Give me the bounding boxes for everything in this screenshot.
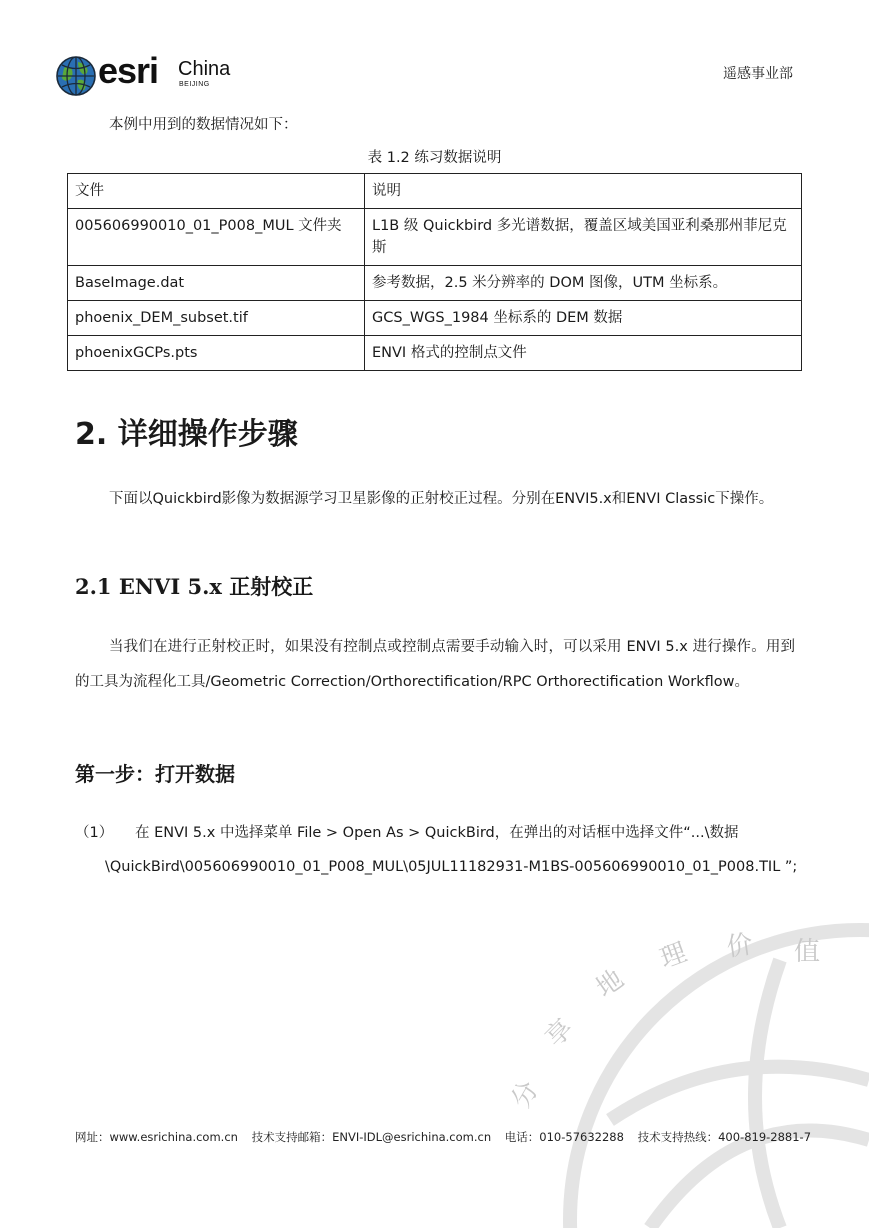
list-item-path: \QuickBird\005606990010_01_P008_MUL\05JUL11182931-M1BS-005606990010_01_P008.TIL ”; [105, 859, 798, 875]
table-cell-file: phoenix_DEM_subset.tif [68, 301, 365, 336]
table-row [68, 266, 802, 301]
table-cell-description: ENVI 格式的控制点文件 [365, 336, 802, 371]
logo-country-text: China [178, 58, 231, 80]
watermark-char: 分 [506, 1075, 546, 1114]
watermark-char: 值 [794, 937, 821, 967]
subsection-heading: 2.1 ENVI 5.x 正射校正 [75, 574, 314, 599]
table-row [68, 209, 802, 266]
table-cell-file: BaseImage.dat [68, 266, 365, 301]
list-item-number: （1） [75, 825, 114, 841]
table-cell-description: L1B 级 Quickbird 多光谱数据，覆盖区域美国亚利桑那州菲尼克斯 [365, 209, 802, 266]
footer-email: 技术支持邮箱：ENVI-IDL@esrichina.com.cn [251, 1130, 492, 1144]
table-caption: 表 1.2 练习数据说明 [367, 150, 502, 166]
table-cell-file: phoenixGCPs.pts [68, 336, 365, 371]
data-table [67, 173, 802, 371]
step-heading: 第一步：打开数据 [75, 762, 235, 786]
subsection-paragraph: 当我们在进行正射校正时，如果没有控制点或控制点需要手动输入时，可以采用 ENVI 5.x 进行操作。用到的工具为流程化工具/Geometric Correction/Orthorectification/RPC Orthorectification Workflow。 [75, 639, 795, 690]
footer-website: 网址：www.esrichina.com.cn [75, 1130, 238, 1144]
table-cell-file: 005606990010_01_P008_MUL 文件夹 [68, 209, 365, 266]
intro-text: 本例中用到的数据情况如下： [109, 117, 298, 133]
table-row [68, 336, 802, 371]
watermark-char: 地 [590, 964, 630, 1004]
table-cell-description: 参考数据，2.5 米分辨率的 DOM 图像，UTM 坐标系。 [365, 266, 802, 301]
watermark-char: 理 [656, 937, 691, 975]
table-header-row [68, 174, 802, 209]
watermark-char: 价 [724, 929, 755, 963]
section-heading: 2. 详细操作步骤 [75, 417, 298, 452]
department-label: 遥感事业部 [723, 66, 793, 82]
logo-city-text: BEIJING [179, 81, 210, 88]
globe-icon [56, 56, 96, 96]
page-footer [75, 1129, 821, 1145]
table-row [68, 301, 802, 336]
esri-china-logo [56, 50, 246, 98]
footer-hotline: 技术支持热线：400-819-2881-7 [637, 1130, 812, 1144]
watermark-graphic [480, 920, 869, 1228]
list-item-text: 在 ENVI 5.x 中选择菜单 File > Open As > QuickBird，在弹出的对话框中选择文件“...\数据 [135, 825, 739, 841]
section-paragraph: 下面以Quickbird影像为数据源学习卫星影像的正射校正过程。分别在ENVI5.x和ENVI Classic下操作。 [109, 491, 774, 507]
logo-brand-text: esri [98, 50, 159, 91]
table-header-cell: 说明 [365, 174, 802, 209]
table-cell-description: GCS_WGS_1984 坐标系的 DEM 数据 [365, 301, 802, 336]
footer-phone: 电话：010-57632288 [504, 1130, 624, 1144]
table-header-cell: 文件 [68, 174, 365, 209]
watermark-char: 享 [539, 1013, 580, 1053]
